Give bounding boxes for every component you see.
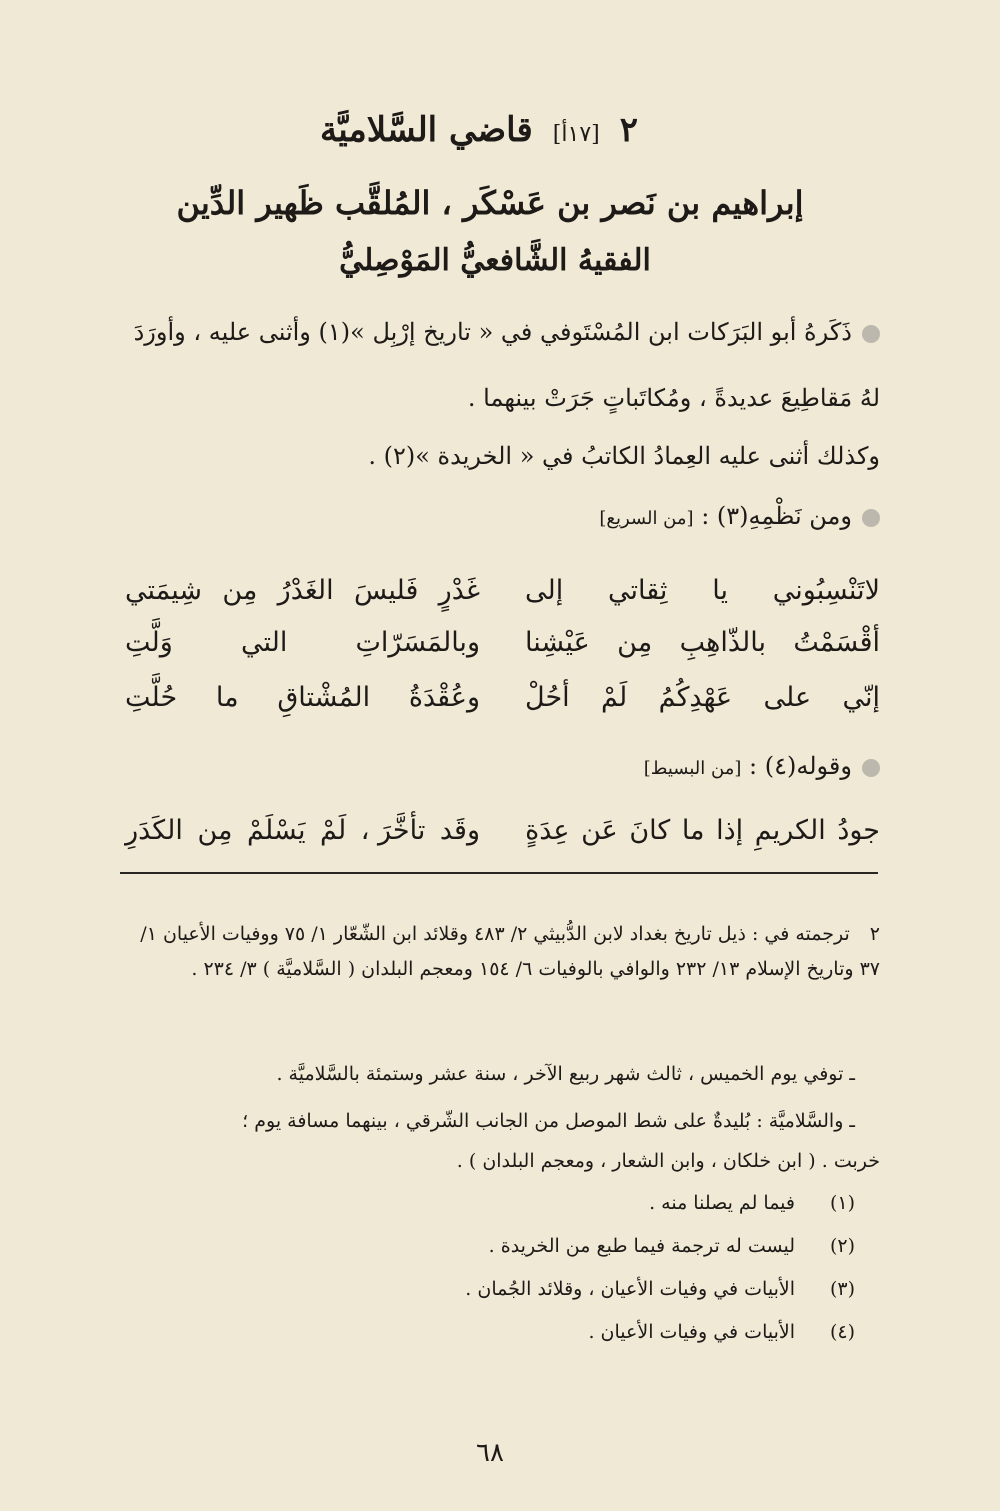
footnote-item bbox=[649, 1192, 855, 1214]
poem-2-verse-1-first: جودُ الكريمِ إذا ما كانَ عَن عِدَةٍ bbox=[525, 815, 880, 846]
footnote-main-number: ٢ bbox=[869, 923, 880, 945]
entry-number: ٢ bbox=[619, 110, 638, 150]
person-nisba-line: الفقيهُ الشَّافعيُّ المَوْصِليُّ bbox=[339, 243, 651, 278]
paragraph-2: وكذلك أثنى عليه العِمادُ الكاتبُ في « الخريدة »(٢) . bbox=[368, 442, 880, 470]
footnote-item-text: فيما لم يصلنا منه . bbox=[649, 1192, 795, 1214]
poem-2-verse-1-second: وقَد تأخَّرَ ، لَمْ يَسْلَمْ مِن الكَدَرِ bbox=[125, 815, 480, 846]
footnote-note-2-line-2: خربت . ( ابن خلكان ، وابن الشعار ، ومعجم البلدان ) . bbox=[456, 1150, 880, 1172]
footnote-item bbox=[489, 1235, 855, 1257]
poem-2-intro: وقوله(٤) : [من البسيط] bbox=[644, 752, 880, 780]
paragraph-1-line-2: لهُ مَقاطِيعَ عديدةً ، ومُكاتَباتٍ جَرَتْ بينهما . bbox=[467, 384, 880, 412]
paragraph-1-line-1: ذَكَرهُ أبو البَرَكات ابن المُسْتَوفي في « تاريخ إرْبِل »(١) وأثنى عليه ، وأورَدَ bbox=[134, 318, 880, 346]
poem-1-verse-1-first: لاتَنْسِبُوني يا ثِقاتي إلى bbox=[525, 575, 880, 606]
footnote-item bbox=[588, 1321, 855, 1343]
footnote-item-text: ليست له ترجمة فيما طبع من الخريدة . bbox=[488, 1235, 795, 1257]
entry-title: قاضي السَّلاميَّة bbox=[320, 110, 533, 150]
footnote-note-2-line-1: ـ والسَّلاميَّة : بُليدةٌ على شط الموصل من الجانب الشّرقي ، بينهما مسافة يوم ؛ bbox=[242, 1110, 855, 1132]
paragraph-bullet-icon bbox=[862, 509, 880, 527]
entry-heading bbox=[320, 110, 638, 150]
footnote-item-number: (١) bbox=[829, 1192, 855, 1214]
footnote-item-number: (٢) bbox=[829, 1235, 855, 1257]
page-number: ٦٨ bbox=[476, 1438, 504, 1468]
footnote-item-number: (٣) bbox=[829, 1278, 855, 1300]
footnote-main-text: ترجمته في : ذيل تاريخ بغداد لابن الدُّبيثي ٢/ ٤٨٣ وقلائد ابن الشّعّار ١/ ٧٥ ووفيات الأعيان ١/ ٣٧ وتاريخ الإسلام ١٣/ ٢٣٢ والوافي بالوفيات ٦/ ١٥٤ ومعجم البلدان ( السَّلاميَّة ) ٣/ ٢٣٤ . bbox=[140, 923, 880, 980]
poem-1-verse-2-second: وبالمَسَرّاتِ التي وَلَّتِ bbox=[125, 627, 480, 658]
footnote-item-text: الأبيات في وفيات الأعيان . bbox=[588, 1321, 795, 1343]
paragraph-bullet-icon bbox=[862, 759, 880, 777]
poem-1-verse-2-first: أقْسَمْتُ بالذّاهِبِ مِن عَيْشِنا bbox=[525, 627, 880, 658]
footnote-item-number: (٤) bbox=[829, 1321, 855, 1343]
footnote-item-text: الأبيات في وفيات الأعيان ، وقلائد الجُمان . bbox=[465, 1278, 795, 1300]
footnote-note-1: ـ توفي يوم الخميس ، ثالث شهر ربيع الآخر ، سنة عشر وستمئة بالسَّلاميَّة . bbox=[276, 1063, 855, 1085]
footnote-main bbox=[120, 917, 880, 987]
footnote-divider bbox=[120, 872, 878, 874]
paragraph-bullet-icon bbox=[862, 325, 880, 343]
person-name-line: إبراهيم بن نَصر بن عَسْكَر ، المُلقَّب ظَهير الدِّين bbox=[176, 184, 804, 222]
poem-1-verse-3-second: وعُقْدَةُ المُشْتاقِ ما حُلَّتِ bbox=[125, 682, 480, 713]
poem-2-meter: [من البسيط] bbox=[643, 758, 742, 779]
folio-marker: [١٧أ] bbox=[552, 122, 600, 147]
footnote-item bbox=[465, 1278, 855, 1300]
poem-1-verse-1-second: غَدْرٍ فَليسَ الغَدْرُ مِن شِيمَتي bbox=[125, 575, 480, 606]
poem-1-intro: ومن نَظْمِهِ(٣) : [من السريع] bbox=[599, 502, 880, 530]
poem-1-meter: [من السريع] bbox=[599, 508, 694, 529]
poem-1-verse-3-first: إنّي على عَهْدِكُمُ لَمْ أحُلْ bbox=[525, 682, 880, 713]
